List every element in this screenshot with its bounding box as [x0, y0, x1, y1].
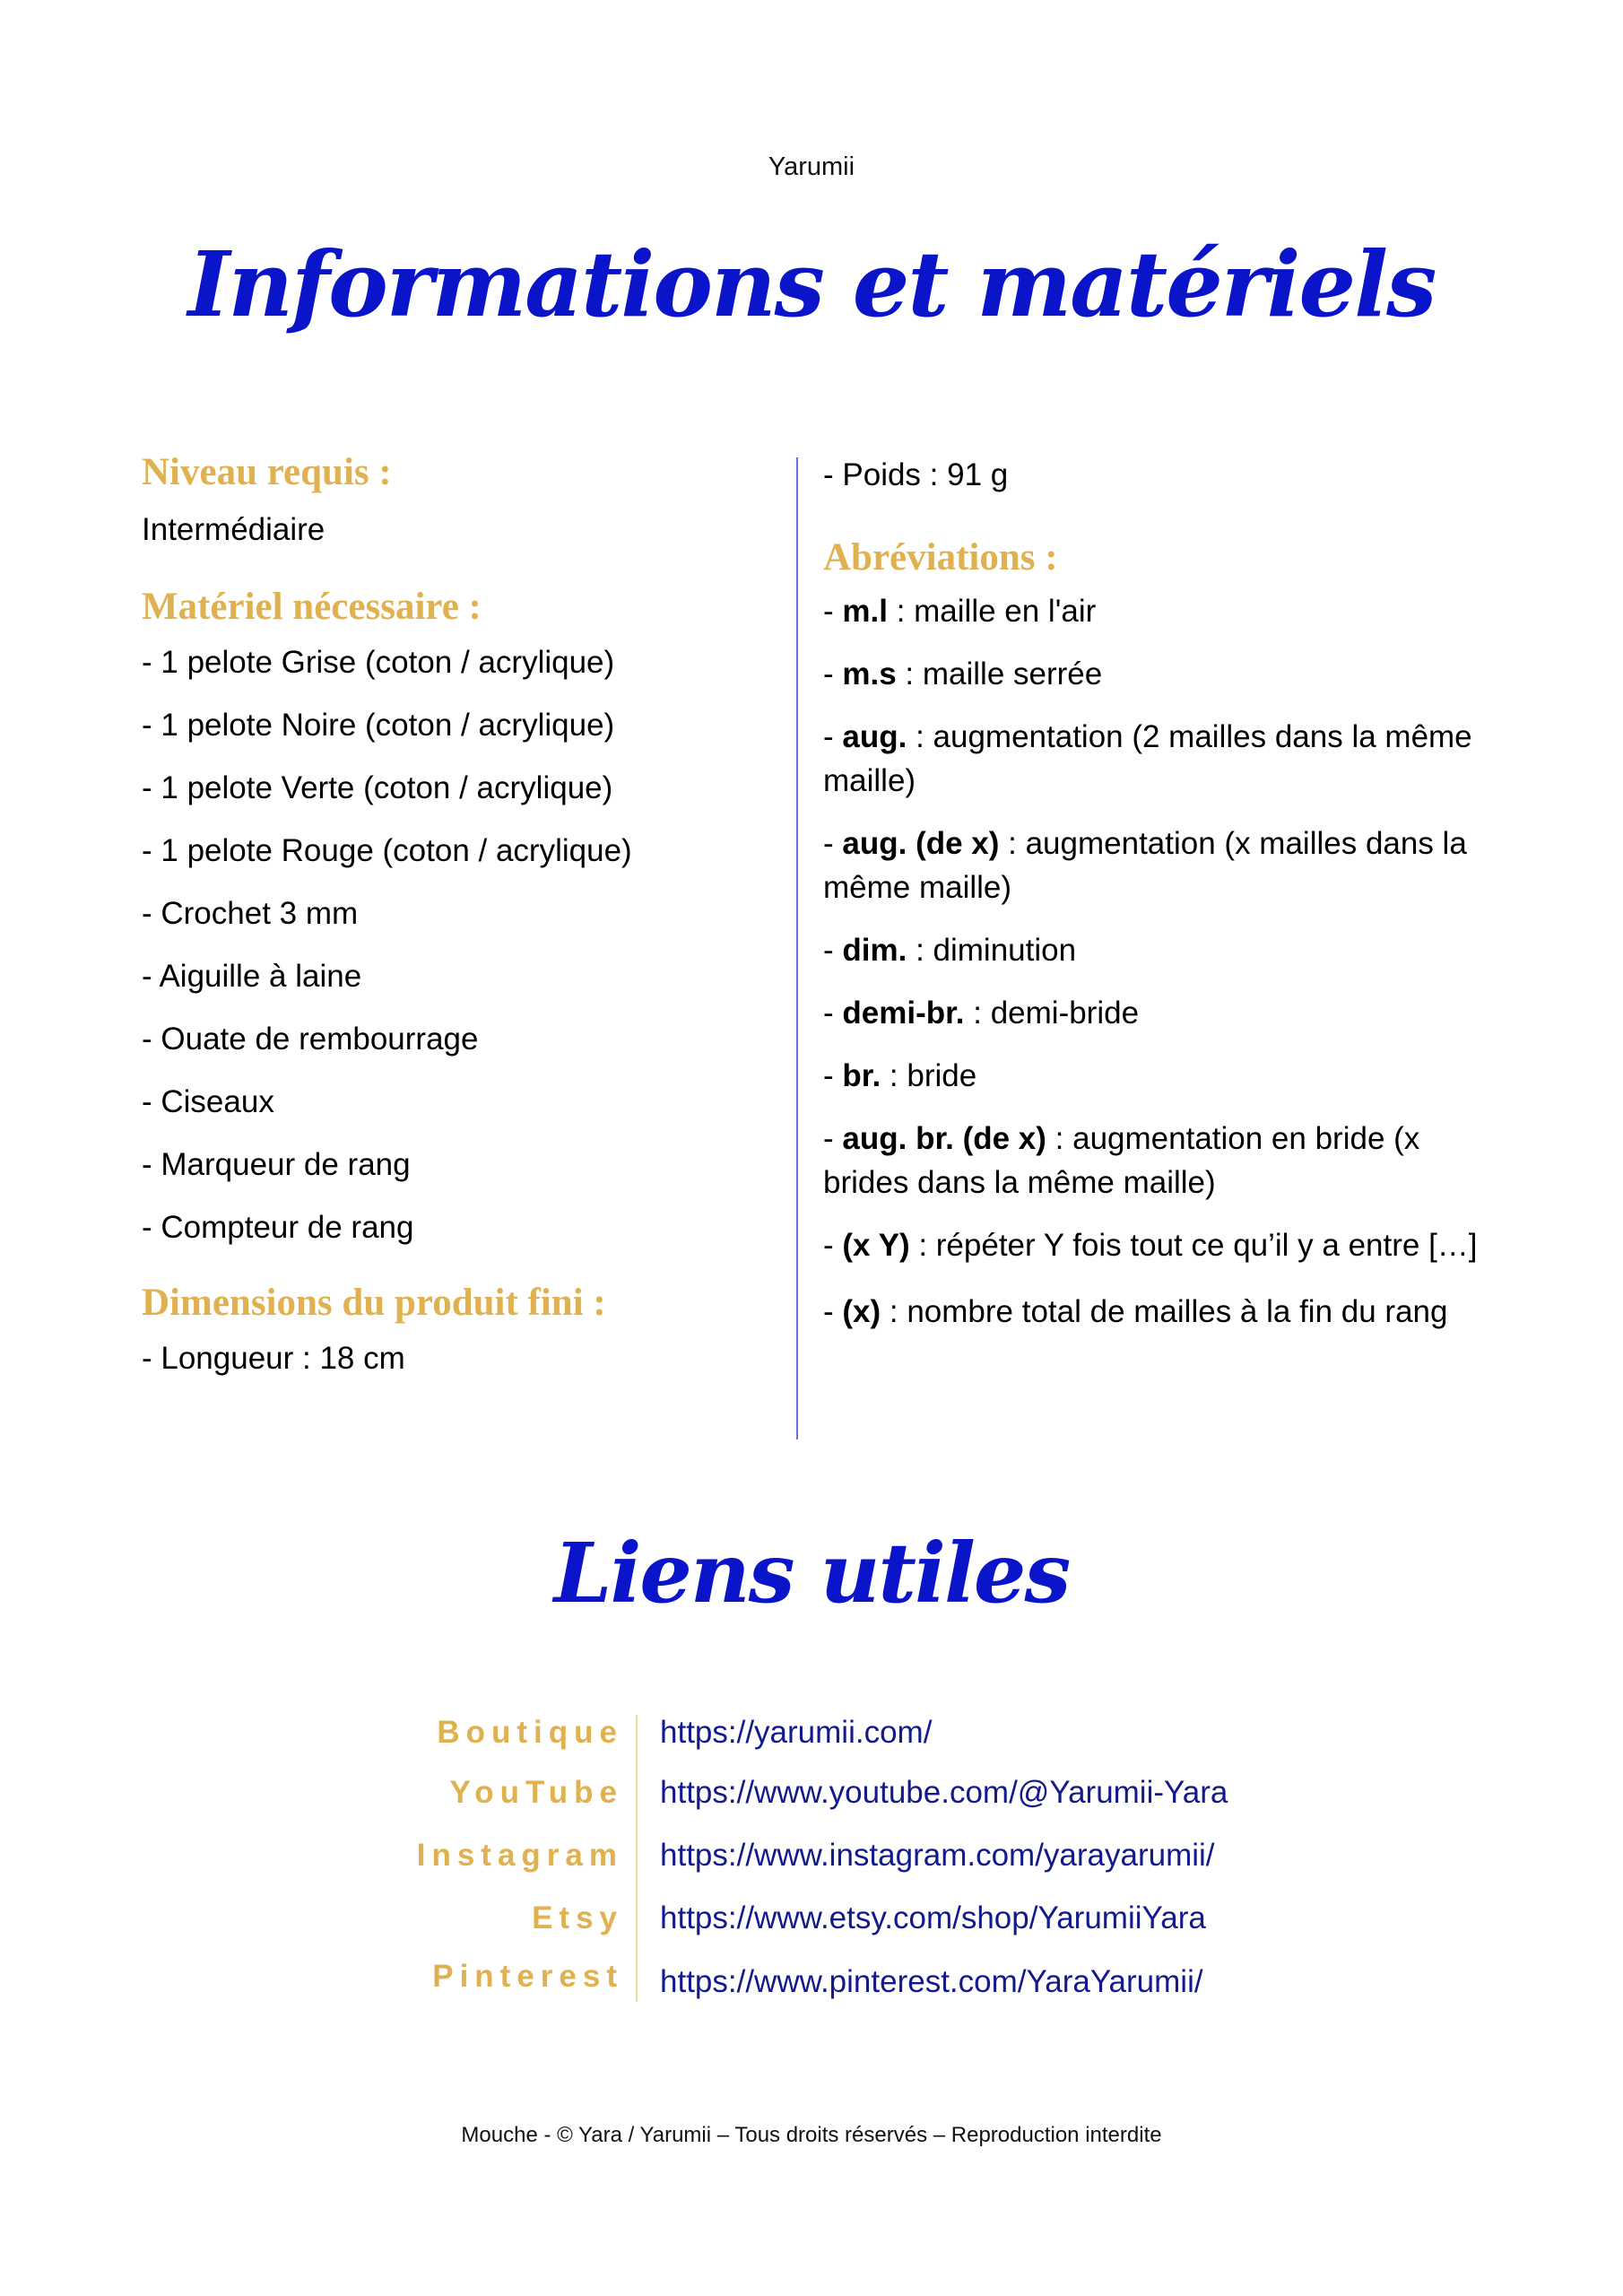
- abbreviation-item: - m.l : maille en l'air: [823, 594, 1097, 629]
- right-column: [823, 453, 1487, 1357]
- link-url-instagram[interactable]: https://www.instagram.com/yarayarumii/: [660, 1838, 1215, 1873]
- abbreviation-term: br.: [842, 1058, 881, 1093]
- abbreviation-item: - aug. : augmentation (2 mailles dans la même maille): [823, 719, 1472, 798]
- column-divider: [796, 457, 798, 1439]
- page-title: Informations et matériels: [187, 231, 1436, 337]
- abbreviation-term: (x): [842, 1294, 881, 1329]
- dimensions-heading: Dimensions du produit fini :: [142, 1282, 606, 1324]
- link-row-boutique: [0, 1715, 1623, 1769]
- abbreviation-term: aug. (de x): [842, 826, 1000, 861]
- abbreviation-item: - m.s : maille serrée: [823, 657, 1103, 691]
- link-row-youtube: [0, 1775, 1623, 1829]
- link-url-pinterest[interactable]: https://www.pinterest.com/YaraYarumii/: [660, 1964, 1203, 1999]
- link-row-etsy: [0, 1900, 1623, 1954]
- link-row-instagram: [0, 1838, 1623, 1892]
- materials-heading: Matériel nécessaire :: [142, 586, 482, 628]
- list-item: - 1 pelote Noire (coton / acrylique): [142, 708, 615, 743]
- list-item: - Compteur de rang: [142, 1210, 414, 1245]
- links-section-title: Liens utiles: [553, 1525, 1070, 1622]
- abbreviation-item: - aug. br. (de x) : augmentation en bride (x brides dans la même maille): [823, 1121, 1420, 1200]
- footer-copyright: Mouche - © Yara / Yarumii – Tous droits réservés – Reproduction interdite: [461, 2123, 1162, 2147]
- link-label: Instagram: [416, 1838, 623, 1873]
- list-item: - Ciseaux: [142, 1084, 274, 1119]
- abbreviation-term: (x Y): [842, 1228, 910, 1263]
- abbreviation-term: demi-br.: [842, 996, 965, 1031]
- list-item: - 1 pelote Verte (coton / acrylique): [142, 770, 613, 805]
- abbreviation-item: - br. : bride: [823, 1058, 977, 1093]
- list-item: - Poids : 91 g: [823, 457, 1009, 492]
- abbreviation-term: aug.: [842, 719, 907, 754]
- abbreviation-item: - demi-br. : demi-bride: [823, 996, 1140, 1031]
- abbreviation-term: m.s: [842, 657, 897, 691]
- abbreviation-item: - aug. (de x) : augmentation (x mailles dans la même maille): [823, 826, 1467, 905]
- level-heading: Niveau requis :: [142, 451, 392, 493]
- link-url-boutique[interactable]: https://yarumii.com/: [660, 1715, 933, 1750]
- header-brand: Yarumii: [768, 152, 855, 181]
- list-item: - Marqueur de rang: [142, 1147, 411, 1182]
- link-label: Boutique: [437, 1715, 623, 1750]
- list-item: - Longueur : 18 cm: [142, 1341, 405, 1376]
- list-item: - Crochet 3 mm: [142, 896, 359, 931]
- link-label: Etsy: [532, 1900, 623, 1935]
- abbreviations-list: [823, 589, 1487, 1338]
- link-url-youtube[interactable]: https://www.youtube.com/@Yarumii-Yara: [660, 1775, 1228, 1810]
- materials-list: [142, 640, 769, 1249]
- list-item: - 1 pelote Rouge (coton / acrylique): [142, 833, 632, 868]
- left-column: [142, 453, 769, 1399]
- link-url-etsy[interactable]: https://www.etsy.com/shop/YarumiiYara: [660, 1900, 1206, 1935]
- list-item: - Aiguille à laine: [142, 959, 362, 994]
- list-item: - Ouate de rembourrage: [142, 1022, 479, 1057]
- abbreviation-item: - (x) : nombre total de mailles à la fin du rang: [823, 1294, 1448, 1329]
- link-label: YouTube: [449, 1775, 623, 1810]
- link-row-pinterest: [0, 1959, 1623, 2013]
- abbreviation-term: dim.: [842, 933, 907, 968]
- abbreviation-term: m.l: [842, 594, 888, 629]
- level-value: Intermédiaire: [142, 512, 325, 547]
- list-item: - 1 pelote Grise (coton / acrylique): [142, 645, 615, 680]
- abbreviations-heading: Abréviations :: [823, 536, 1058, 578]
- abbreviation-item: - (x Y) : répéter Y fois tout ce qu’il y a entre […]: [823, 1228, 1478, 1263]
- abbreviation-term: aug. br. (de x): [842, 1121, 1046, 1156]
- link-label: Pinterest: [432, 1959, 623, 1994]
- abbreviation-item: - dim. : diminution: [823, 933, 1077, 968]
